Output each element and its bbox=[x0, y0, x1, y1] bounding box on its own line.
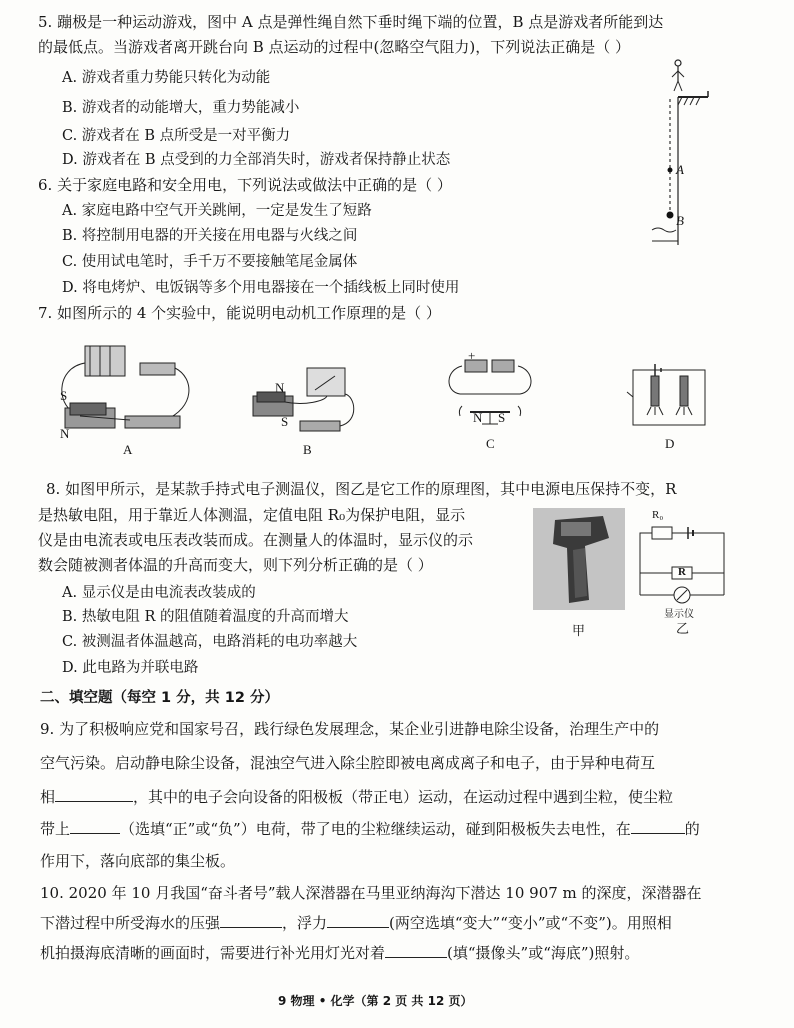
q8-option-a: A. 显示仪是由电流表改装成的 bbox=[62, 585, 256, 601]
fig-c-label: C bbox=[486, 436, 495, 451]
circuit-diagram bbox=[630, 509, 730, 636]
q9-line3 bbox=[40, 786, 673, 807]
fig-b-n-label: N bbox=[275, 380, 285, 395]
q10-line1: 10. 2020 年 10 月我国“奋斗者号”载人深潜器在马里亚纳海沟下潜达 10 907 m 的深度，深潜器在 bbox=[40, 884, 702, 902]
bungee-figure bbox=[650, 55, 730, 245]
q9-line4-end: 的 bbox=[684, 820, 700, 838]
fig-c-n-label: N bbox=[473, 410, 483, 425]
point-b-label: B bbox=[676, 213, 684, 228]
fig-b-s-label: S bbox=[281, 414, 289, 429]
fig-a-s-label: S bbox=[60, 388, 68, 403]
q9-line4-mid: （选填“正”或“负”）电荷，带了电的尘粒继续运动，碰到阳极板失去电性，在 bbox=[120, 820, 631, 838]
q5-line1: 5. 蹦极是一种运动游戏，图中 A 点是弹性绳自然下垂时绳下端的位置，B 点是游戏者所能到达 bbox=[38, 13, 664, 31]
fig-yi-label: 乙 bbox=[676, 621, 690, 636]
fig-b-label: B bbox=[303, 442, 312, 457]
display-label: 显示仪 bbox=[664, 609, 694, 620]
q5-line2: 的最低点。当游戏者离开跳台向 B 点运动的过程中(忽略空气阻力)，下列说法正确是（ ） bbox=[38, 38, 631, 56]
q9-blank-2[interactable] bbox=[70, 832, 120, 834]
q5-option-c: C. 游戏者在 B 点所受是一对平衡力 bbox=[62, 128, 291, 144]
q9-line3-end: ，其中的电子会向设备的阳极板（带正电）运动，在运动过程中遇到尘粒，使尘粒 bbox=[133, 788, 674, 806]
q10-line2-mid: ，浮力 bbox=[282, 914, 328, 932]
q10-line2 bbox=[40, 912, 672, 933]
q6-option-a: A. 家庭电路中空气开关跳闸，一定是发生了短路 bbox=[62, 203, 372, 219]
q9-line3-start: 相 bbox=[40, 788, 56, 806]
q10-line3 bbox=[40, 942, 639, 963]
q5-option-a: A. 游戏者重力势能只转化为动能 bbox=[62, 70, 271, 86]
q7-figure-a bbox=[45, 338, 205, 458]
fig-jia-label: 甲 bbox=[572, 623, 586, 638]
q8-line2: 是热敏电阻，用于靠近人体测温，定值电阻 R₀为保护电阻，显示 bbox=[38, 506, 466, 524]
q7-figure-d bbox=[625, 362, 715, 458]
q8-option-b: B. 热敏电阻 R 的阻值随着温度的升高而增大 bbox=[62, 609, 349, 625]
fig-a-n-label: N bbox=[60, 426, 70, 441]
q5-option-b: B. 游戏者的动能增大，重力势能减小 bbox=[62, 100, 300, 116]
q5-option-d: D. 游戏者在 B 点受到的力全部消失时，游戏者保持静止状态 bbox=[62, 152, 451, 168]
q10-line3-start: 机拍摄海底清晰的画面时，需要进行补光用灯光对着 bbox=[40, 944, 386, 962]
q6-line1: 6. 关于家庭电路和安全用电，下列说法或做法中正确的是（ ） bbox=[38, 176, 452, 194]
q10-blank-1[interactable] bbox=[220, 926, 282, 928]
r-label: R bbox=[678, 566, 686, 578]
q8-line4: 数会随被测者体温的升高而变大，则下列分析正确的是（ ） bbox=[38, 556, 433, 574]
q8-option-c: C. 被测温者体温越高，电路消耗的电功率越大 bbox=[62, 634, 358, 650]
fig-c-plus-label: + bbox=[468, 348, 476, 363]
q9-line2: 空气污染。启动静电除尘设备，混浊空气进入除尘腔即被电离成离子和电子，由于异种电荷互 bbox=[40, 754, 656, 772]
q9-blank-3[interactable] bbox=[631, 832, 685, 834]
q9-blank-1[interactable] bbox=[55, 800, 133, 802]
section-2-title: 二、填空题（每空 1 分，共 12 分） bbox=[40, 690, 279, 706]
q10-line3-end: (填“摄像头”或“海底”)照射。 bbox=[447, 944, 640, 962]
q10-line2-end: (两空选填“变大”“变小”或“不变”)。用照相 bbox=[389, 914, 672, 932]
q6-option-d: D. 将电烤炉、电饭锅等多个用电器接在一个插线板上同时使用 bbox=[62, 280, 460, 296]
q6-option-c: C. 使用试电笔时，手千万不要接触笔尾金属体 bbox=[62, 254, 358, 270]
q7-figure-b bbox=[245, 366, 365, 460]
q7-line1: 7. 如图所示的 4 个实验中，能说明电动机工作原理的是（ ） bbox=[38, 304, 441, 322]
q10-blank-2[interactable] bbox=[327, 926, 389, 928]
q8-line1: 8. 如图甲所示，是某款手持式电子测温仪，图乙是它工作的原理图，其中电源电压保持不变，R bbox=[46, 480, 677, 498]
q8-option-d: D. 此电路为并联电路 bbox=[62, 660, 199, 676]
q10-line2-start: 下潜过程中所受海水的压强 bbox=[40, 914, 221, 932]
r0-label: R₀ bbox=[652, 509, 664, 521]
q9-line5: 作用下，落向底部的集尘板。 bbox=[40, 852, 236, 870]
q6-option-b: B. 将控制用电器的开关接在用电器与火线之间 bbox=[62, 228, 358, 244]
q9-line4-start: 带上 bbox=[40, 820, 71, 838]
q9-line4 bbox=[40, 818, 700, 839]
q8-line3: 仪是由电流表或电压表改装而成。在测量人的体温时，显示仪的示 bbox=[38, 531, 474, 549]
page-footer: 9 物理 • 化学（第 2 页 共 12 页） bbox=[278, 994, 473, 1008]
thermometer-photo bbox=[533, 508, 625, 610]
fig-d-label: D bbox=[665, 436, 675, 451]
q9-line1: 9. 为了积极响应党和国家号召，践行绿色发展理念，某企业引进静电除尘设备，治理生产中的 bbox=[40, 720, 660, 738]
q7-figure-c bbox=[440, 350, 540, 456]
fig-a-label: A bbox=[123, 442, 133, 457]
q10-blank-3[interactable] bbox=[385, 956, 447, 958]
point-a-label: A bbox=[676, 162, 684, 177]
fig-c-s-label: S bbox=[498, 410, 506, 425]
